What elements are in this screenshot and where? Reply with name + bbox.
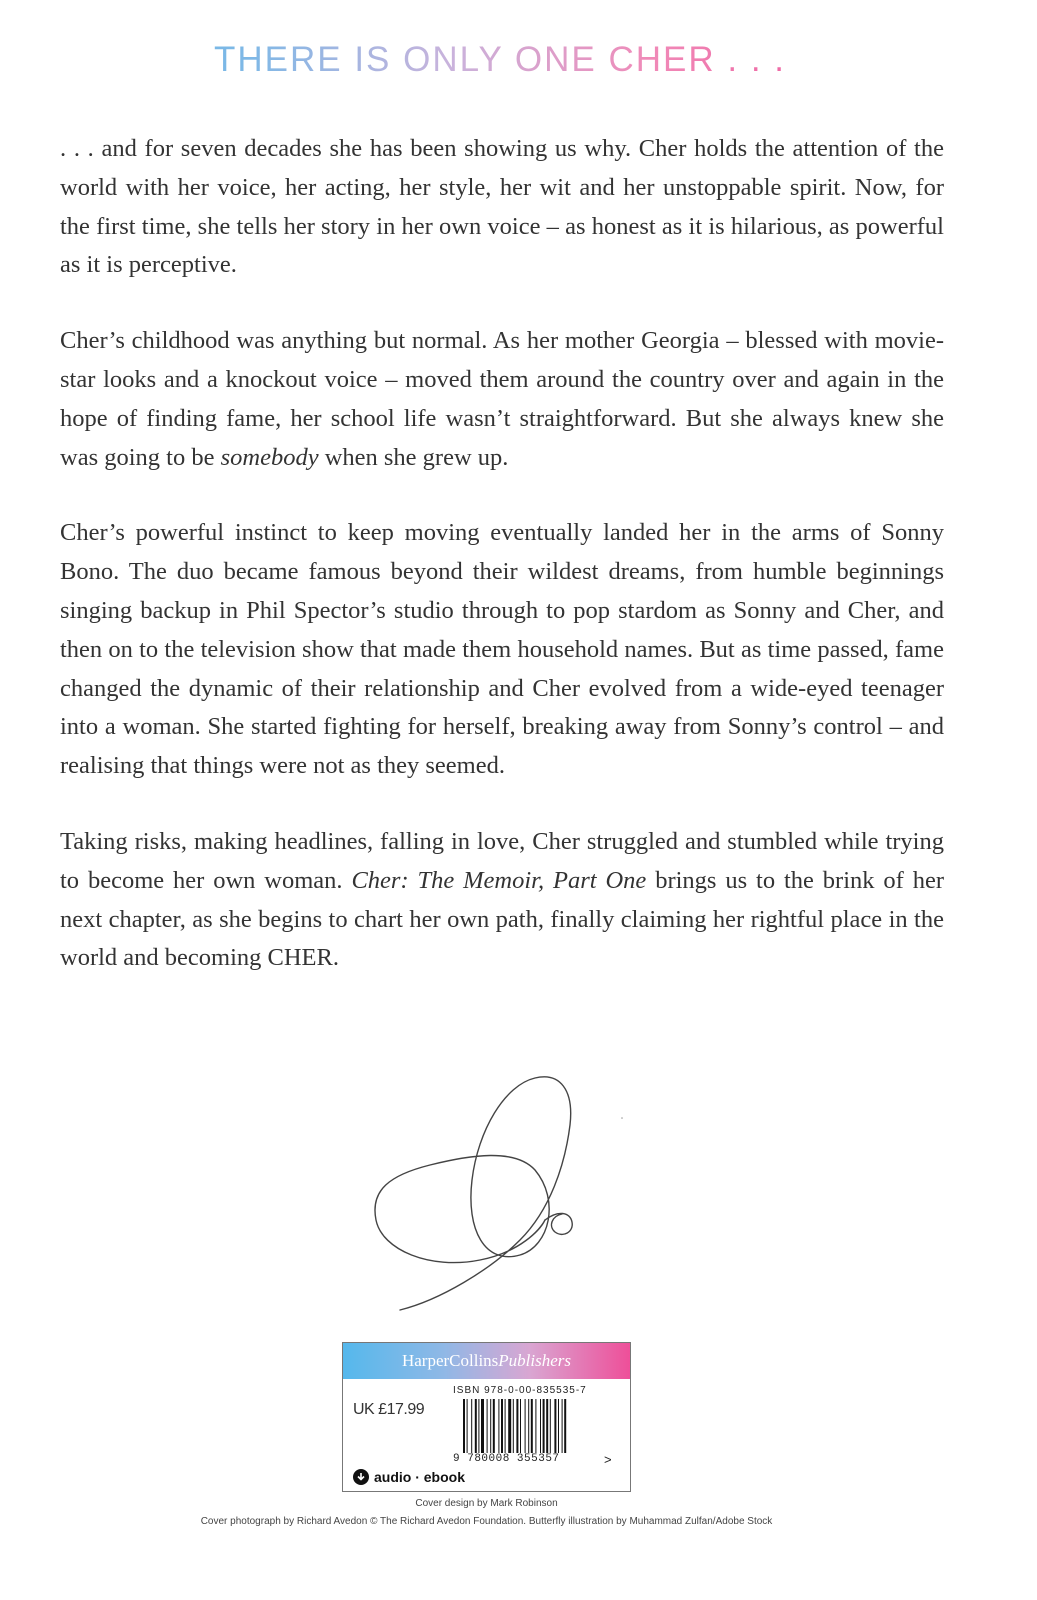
formats — [353, 1469, 465, 1485]
barcode-bar — [554, 1399, 556, 1453]
butterfly-illustration — [360, 1070, 640, 1320]
blurb-p4-text-b: brings us to the brink of her next chapter, as she begins to chart her own path, finally claiming her rightful place in the world and becoming CHER. — [60, 866, 944, 972]
barcode-bar — [490, 1399, 491, 1453]
barcode-bar — [493, 1399, 495, 1453]
barcode-panel — [342, 1342, 631, 1492]
cover-photo-credit: Cover photograph by Richard Avedon © The Richard Avedon Foundation. Butterfly illustration by Muhammad Zulfan/Adobe Stock — [200, 1516, 773, 1527]
barcode-bar — [471, 1399, 472, 1453]
blurb-paragraph-3: Cher’s powerful instinct to keep moving eventually landed her in the arms of Sonny Bono. The duo became famous beyond their wildest dreams, from humble beginnings singing backup in Phil Spector’s studio through to pop stardom as Sonny and Cher, and then on to the television show that made them household names. But as time passed, fame changed the dynamic of their relationship and Cher evolved from a wide-eyed teenager into a woman. She started fighting for herself, breaking away from Sonny’s control – and realising that things were not as they seemed. — [60, 519, 944, 780]
barcode-bar — [558, 1399, 559, 1453]
barcode-digit-prefix: 9 — [453, 1453, 461, 1465]
formats-label: audio · ebook — [374, 1469, 465, 1485]
barcode-bar — [546, 1399, 548, 1453]
blurb-p2-text-b: when she grew up. — [318, 443, 509, 471]
blurb-p4-text-a: Taking risks, making headlines, falling in love, Cher struggled and stumbled while trying to become her own woman. — [60, 827, 944, 894]
barcode-bar — [513, 1399, 514, 1453]
download-icon — [353, 1469, 369, 1485]
blurb-paragraph-4 — [60, 823, 944, 978]
barcode-bar — [487, 1399, 488, 1453]
barcode-bar — [481, 1399, 484, 1453]
barcode-bar — [528, 1399, 529, 1453]
blurb-p2-emphasis: somebody — [220, 443, 319, 471]
barcode-bar — [508, 1399, 511, 1453]
price: UK £17.99 — [353, 1401, 425, 1418]
barcode-bar — [463, 1399, 465, 1453]
blurb-p4-book-title: Cher: The Memoir, Part One — [351, 866, 647, 894]
publisher-band — [343, 1343, 630, 1379]
publisher-name-italic: Publishers — [498, 1351, 572, 1370]
barcode-bar — [520, 1399, 521, 1453]
barcode-bar — [531, 1399, 533, 1453]
barcode-bar — [478, 1399, 479, 1453]
blurb-p2-text-a: Cher’s childhood was anything but normal. As her mother Georgia – blessed with movie-star looks and a knockout voice – moved them around the country over and again in the hope of finding fame, her school life wasn’t straightforward. But she always knew she was going to be — [60, 327, 944, 471]
blurb — [60, 130, 944, 1015]
isbn: ISBN 978-0-00-835535-7 — [453, 1385, 587, 1396]
blurb-paragraph-1: . . . and for seven decades she has been showing us why. Cher holds the attention of the world with her voice, her acting, her style, her wit and her unstoppable spirit. Now, for the first time, she tells her story in her own voice – as honest as it is hilarious, as powerful as it is perceptive. — [60, 135, 944, 279]
barcode-bar — [564, 1399, 566, 1453]
barcode-bar — [550, 1399, 551, 1453]
barcode-bar — [501, 1399, 503, 1453]
publisher-name: HarperCollins — [401, 1351, 499, 1370]
barcode-bar — [475, 1399, 477, 1453]
barcode-bar — [498, 1399, 499, 1453]
barcode-quiet-zone-mark: > — [604, 1452, 612, 1467]
headline: THERE IS ONLY ONE CHER . . . — [0, 40, 1000, 80]
barcode-bar — [543, 1399, 545, 1453]
barcode-bar — [467, 1399, 468, 1453]
barcode-bar — [505, 1399, 506, 1453]
barcode — [463, 1399, 603, 1453]
cover-design-credit: Cover design by Mark Robinson — [415, 1498, 558, 1509]
barcode-digits — [453, 1453, 560, 1465]
barcode-bar — [540, 1399, 541, 1453]
barcode-bar — [562, 1399, 563, 1453]
blurb-paragraph-2 — [60, 322, 944, 477]
barcode-bar — [525, 1399, 526, 1453]
barcode-bar — [535, 1399, 536, 1453]
barcode-bar — [516, 1399, 518, 1453]
barcode-digit-groups: 780008 355357 — [467, 1453, 560, 1465]
